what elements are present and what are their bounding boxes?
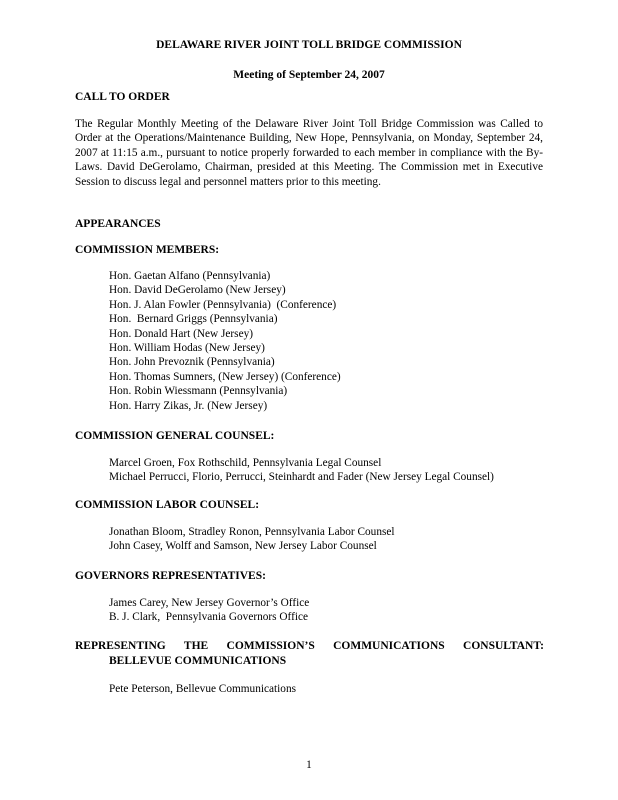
document-title: DELAWARE RIVER JOINT TOLL BRIDGE COMMISSION [156, 39, 462, 51]
governors-representatives-list [109, 596, 309, 625]
call-to-order-paragraph: The Regular Monthly Meeting of the Delaware River Joint Toll Bridge Commission was Called to Order at the Operations/Maintenance Building, New Hope, Pennsylvania, on Monday, September 24, 2007 at 11:15 a.m., pursuant to notice properly forwarded to each member in compliance with the By-Laws. David DeGerolamo, Chairman, presided at this Meeting. The Commission met in Executive Session to discuss legal and personnel matters prior to this meeting. [75, 118, 543, 188]
consultant-heading [75, 639, 544, 669]
general-counsel-heading: COMMISSION GENERAL COUNSEL: [75, 430, 275, 442]
page-number: 1 [306, 759, 312, 771]
list-item: Hon. J. Alan Fowler (Pennsylvania) (Conference) [109, 298, 337, 311]
list-item: James Carey, New Jersey Governor’s Office [109, 597, 310, 609]
list-item: Pete Peterson, Bellevue Communications [109, 683, 296, 695]
list-item: Marcel Groen, Fox Rothschild, Pennsylvania Legal Counsel [109, 457, 382, 469]
list-item: Hon. William Hodas (New Jersey) [109, 341, 265, 354]
list-item: Hon. Thomas Sumners, (New Jersey) (Conference) [109, 370, 341, 383]
list-item: Jonathan Bloom, Stradley Ronon, Pennsylvania Labor Counsel [109, 526, 395, 538]
consultant-list [109, 682, 296, 696]
list-item: Hon. Bernard Griggs (Pennsylvania) [109, 313, 278, 326]
governors-representatives-heading: GOVERNORS REPRESENTATIVES: [75, 570, 266, 582]
appearances-heading: APPEARANCES [75, 218, 161, 230]
list-item: Hon. Donald Hart (New Jersey) [109, 327, 253, 340]
commission-members-heading: COMMISSION MEMBERS: [75, 244, 220, 256]
labor-counsel-list [109, 525, 395, 554]
list-item: Hon. Gaetan Alfano (Pennsylvania) [109, 270, 271, 282]
meeting-date-subtitle: Meeting of September 24, 2007 [233, 69, 385, 81]
commission-members-list [109, 269, 341, 413]
general-counsel-list [109, 456, 494, 485]
list-item: Hon. David DeGerolamo (New Jersey) [109, 284, 286, 297]
consultant-heading-line2: BELLEVUE COMMUNICATIONS [109, 655, 287, 667]
call-to-order-heading: CALL TO ORDER [75, 91, 170, 103]
list-item: B. J. Clark, Pennsylvania Governors Office [109, 611, 309, 624]
labor-counsel-heading: COMMISSION LABOR COUNSEL: [75, 499, 260, 511]
consultant-heading-line1: REPRESENTING THE COMMISSION’S COMMUNICATIONS CONSULTANT: [75, 640, 544, 652]
list-item: Hon. John Prevoznik (Pennsylvania) [109, 356, 275, 369]
list-item: Michael Perrucci, Florio, Perrucci, Steinhardt and Fader (New Jersey Legal Counsel) [109, 471, 494, 484]
list-item: Hon. Robin Wiessmann (Pennsylvania) [109, 385, 288, 398]
list-item: Hon. Harry Zikas, Jr. (New Jersey) [109, 399, 268, 412]
list-item: John Casey, Wolff and Samson, New Jersey Labor Counsel [109, 540, 377, 553]
